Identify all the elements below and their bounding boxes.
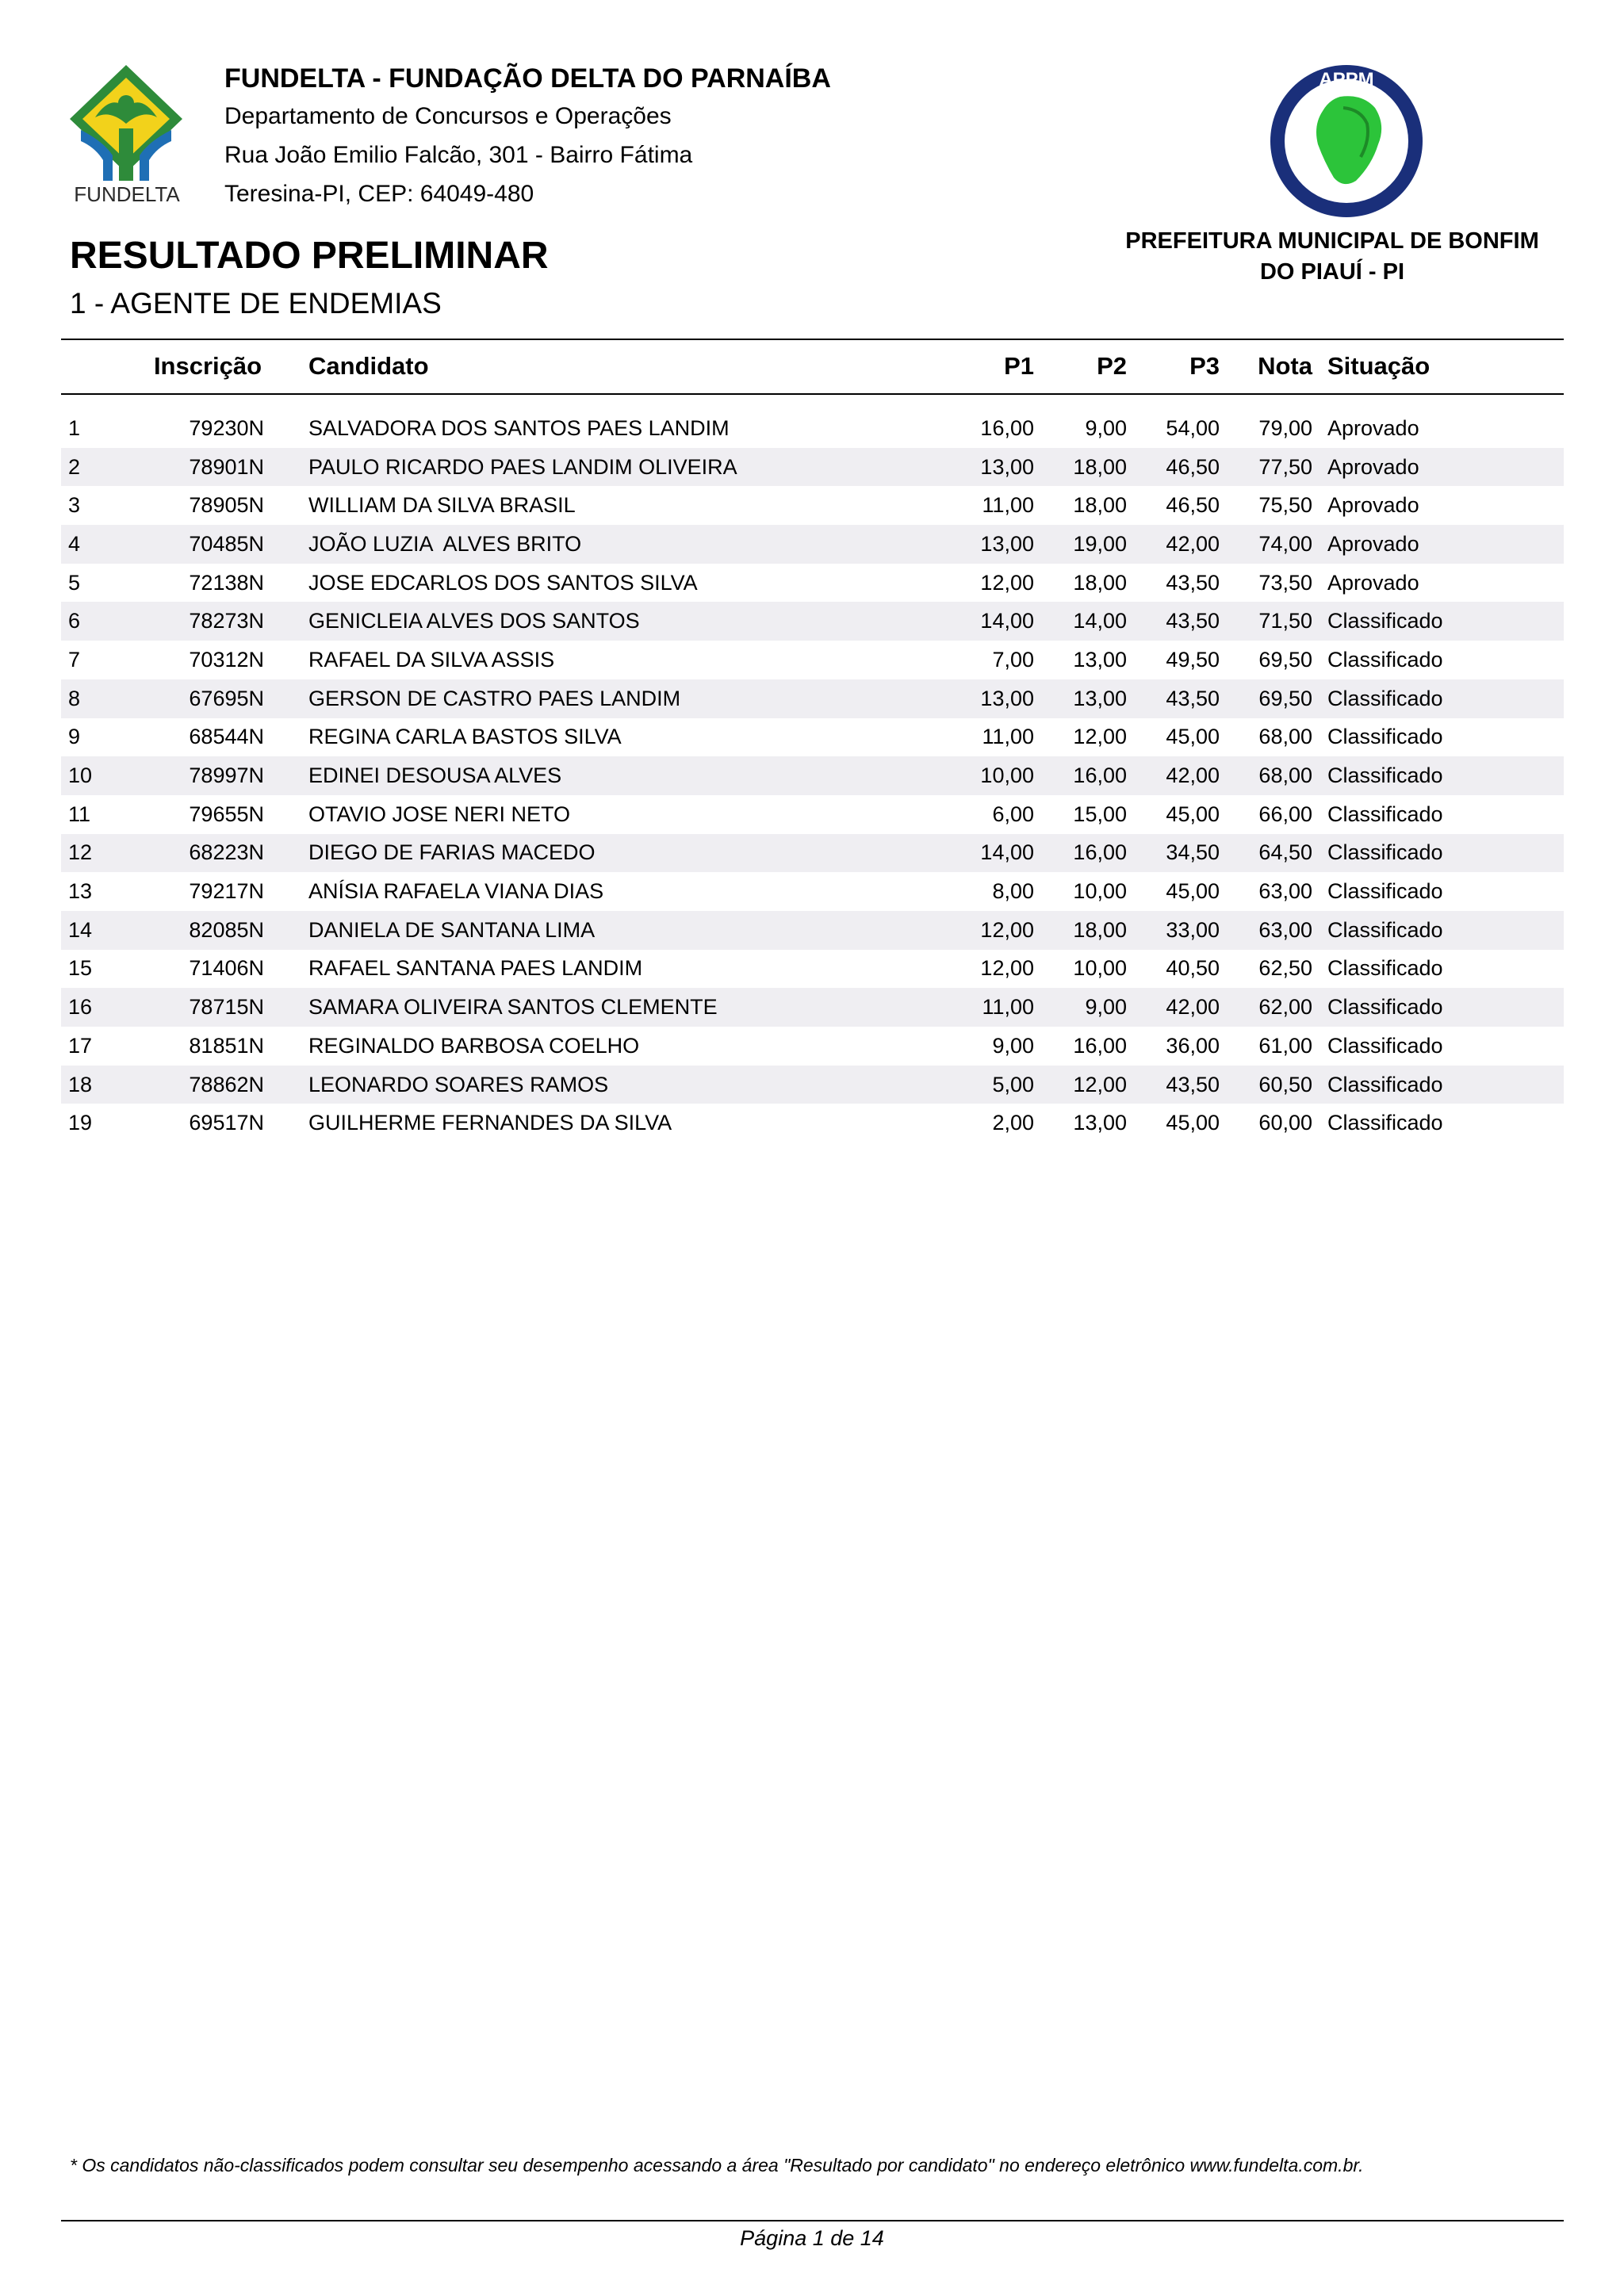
table-row [61,602,1564,641]
org-name: FUNDELTA - FUNDAÇÃO DELTA DO PARNAÍBA [224,63,831,94]
table-row [61,911,1564,950]
cell-nota: 68,00 [1258,725,1312,749]
table-row [61,834,1564,873]
cell-p2: 13,00 [1073,1111,1127,1135]
cell-rank: 4 [68,531,81,556]
table-row [61,564,1564,603]
cell-p3: 46,50 [1166,454,1220,479]
cell-candidato: RAFAEL DA SILVA ASSIS [308,647,555,672]
cell-nota: 75,50 [1258,493,1312,518]
cell-p1: 12,00 [980,956,1034,981]
cell-inscricao: 78905N [189,493,264,518]
cell-candidato: OTAVIO JOSE NERI NETO [308,802,571,826]
col-situacao-header: Situação [1327,352,1431,380]
col-nota-header: Nota [1258,352,1312,380]
table-row [61,950,1564,989]
cell-rank: 16 [68,995,93,1020]
table-row [61,795,1564,834]
cell-rank: 7 [68,647,81,672]
cell-p1: 12,00 [980,917,1034,942]
cell-p1: 6,00 [992,802,1034,826]
logo-caption: FUNDELTA [74,182,180,206]
cell-situacao: Classificado [1327,917,1443,942]
appm-seal [1267,62,1426,220]
cell-p2: 19,00 [1073,531,1127,556]
cell-inscricao: 70485N [189,531,264,556]
cell-p3: 43,50 [1166,609,1220,633]
cell-candidato: REGINA CARLA BASTOS SILVA [308,725,622,749]
cell-p2: 12,00 [1073,725,1127,749]
cell-situacao: Classificado [1327,686,1443,710]
cell-nota: 71,50 [1258,609,1312,633]
cell-situacao: Classificado [1327,647,1443,672]
cell-candidato: DIEGO DE FARIAS MACEDO [308,840,596,865]
cell-p3: 45,00 [1166,802,1220,826]
cell-rank: 10 [68,763,93,788]
cell-inscricao: 78273N [189,609,264,633]
col-p1-header: P1 [1004,352,1034,380]
cell-nota: 62,00 [1258,995,1312,1020]
cell-situacao: Classificado [1327,1033,1443,1058]
table-row [61,448,1564,487]
table-row [61,988,1564,1027]
cell-p3: 43,50 [1166,570,1220,595]
cell-candidato: SALVADORA DOS SANTOS PAES LANDIM [308,415,730,440]
table-row [61,1027,1564,1066]
cell-rank: 18 [68,1072,93,1096]
table-row [61,1066,1564,1104]
cell-p1: 14,00 [980,609,1034,633]
cell-p1: 11,00 [982,493,1034,518]
cell-p2: 18,00 [1073,917,1127,942]
cell-rank: 17 [68,1033,93,1058]
cell-inscricao: 82085N [189,917,264,942]
org-department: Departamento de Concursos e Operações [224,103,672,129]
cell-situacao: Aprovado [1327,531,1419,556]
cell-candidato: EDINEI DESOUSA ALVES [308,763,562,788]
cell-candidato: PAULO RICARDO PAES LANDIM OLIVEIRA [308,454,737,479]
table-row [61,718,1564,757]
cell-p3: 33,00 [1166,917,1220,942]
cell-p2: 16,00 [1073,1033,1127,1058]
cell-p3: 43,50 [1166,686,1220,710]
cell-inscricao: 79230N [189,415,264,440]
cell-p1: 13,00 [980,686,1034,710]
cell-inscricao: 81851N [189,1033,264,1058]
cell-nota: 61,00 [1258,1033,1312,1058]
cell-situacao: Classificado [1327,1111,1443,1135]
cell-nota: 68,00 [1258,763,1312,788]
cell-rank: 11 [68,802,91,826]
cell-p1: 5,00 [992,1072,1034,1096]
cell-rank: 9 [68,725,81,749]
cell-p2: 18,00 [1073,454,1127,479]
cell-nota: 69,50 [1258,647,1312,672]
cell-inscricao: 78715N [189,995,264,1020]
cell-nota: 64,50 [1258,840,1312,865]
cell-p3: 46,50 [1166,493,1220,518]
footer-divider [61,2220,1564,2221]
table-row [61,525,1564,564]
cell-p1: 8,00 [992,879,1034,904]
page-number: Página 1 de 14 [740,2226,884,2250]
table-row [61,486,1564,525]
cell-situacao: Classificado [1327,1072,1443,1096]
cell-candidato: RAFAEL SANTANA PAES LANDIM [308,956,643,981]
cell-p3: 45,00 [1166,1111,1220,1135]
cell-candidato: GENICLEIA ALVES DOS SANTOS [308,609,640,633]
cell-situacao: Classificado [1327,995,1443,1020]
cell-p2: 12,00 [1073,1072,1127,1096]
cell-situacao: Aprovado [1327,493,1419,518]
cell-candidato: JOSE EDCARLOS DOS SANTOS SILVA [308,570,698,595]
cell-p2: 13,00 [1073,647,1127,672]
cell-p3: 45,00 [1166,725,1220,749]
seal-acronym: APPM [1319,69,1374,90]
client-name [1094,226,1570,288]
cell-rank: 5 [68,570,81,595]
cell-situacao: Aprovado [1327,570,1419,595]
cell-p1: 13,00 [980,531,1034,556]
cell-candidato: DANIELA DE SANTANA LIMA [308,917,596,942]
table-spacer [61,392,1564,409]
cell-situacao: Aprovado [1327,454,1419,479]
table-row [61,756,1564,795]
cell-p2: 18,00 [1073,570,1127,595]
client-line-2: DO PIAUÍ - PI [1259,259,1405,285]
cell-p2: 10,00 [1073,956,1127,981]
document-title: RESULTADO PRELIMINAR [70,235,549,277]
cell-inscricao: 70312N [189,647,264,672]
cell-p1: 10,00 [980,763,1034,788]
cell-nota: 66,00 [1258,802,1312,826]
table-row [61,872,1564,911]
header-divider [61,339,1564,340]
cell-situacao: Aprovado [1327,415,1419,440]
cell-p3: 45,00 [1166,879,1220,904]
cell-inscricao: 79217N [189,879,264,904]
cell-p2: 18,00 [1073,493,1127,518]
cell-inscricao: 72138N [189,570,264,595]
cell-p3: 42,00 [1166,763,1220,788]
cell-candidato: JOÃO LUZIA ALVES BRITO [308,531,582,556]
cell-candidato: ANÍSIA RAFAELA VIANA DIAS [308,879,604,904]
cell-nota: 69,50 [1258,686,1312,710]
cell-nota: 62,50 [1258,956,1312,981]
cell-p1: 16,00 [980,415,1034,440]
cell-rank: 1 [68,415,81,440]
cell-p3: 40,50 [1166,956,1220,981]
cell-p3: 42,00 [1166,995,1220,1020]
cell-p2: 16,00 [1073,840,1127,865]
cell-inscricao: 67695N [189,686,264,710]
cell-rank: 13 [68,879,93,904]
cell-situacao: Classificado [1327,763,1443,788]
document-subtitle: 1 - AGENTE DE ENDEMIAS [70,287,442,320]
cell-p1: 12,00 [980,570,1034,595]
footnote: * Os candidatos não-classificados podem consultar seu desempenho acessando a área "Resultado por candidato" no endereço eletrônico www.fundelta.com.br. [70,2155,1364,2175]
cell-p1: 11,00 [982,995,1034,1020]
cell-inscricao: 78901N [189,454,264,479]
cell-candidato: REGINALDO BARBOSA COELHO [308,1033,640,1058]
table-header-row [61,341,1564,392]
cell-p2: 9,00 [1085,415,1127,440]
appm-seal-icon [1267,62,1426,220]
cell-candidato: GUILHERME FERNANDES DA SILVA [308,1111,672,1135]
org-city: Teresina-PI, CEP: 64049-480 [224,181,534,207]
cell-nota: 77,50 [1258,454,1312,479]
table-row [61,641,1564,679]
col-inscricao-header: Inscrição [153,352,262,380]
cell-p3: 42,00 [1166,531,1220,556]
client-line-1: PREFEITURA MUNICIPAL DE BONFIM [1125,228,1539,254]
cell-nota: 74,00 [1258,531,1312,556]
cell-p1: 2,00 [992,1111,1034,1135]
cell-candidato: WILLIAM DA SILVA BRASIL [308,493,576,518]
cell-rank: 8 [68,686,81,710]
cell-rank: 2 [68,454,81,479]
cell-situacao: Classificado [1327,956,1443,981]
cell-candidato: GERSON DE CASTRO PAES LANDIM [308,686,681,710]
cell-inscricao: 69517N [189,1111,264,1135]
cell-p1: 7,00 [992,647,1034,672]
cell-rank: 14 [68,917,93,942]
cell-p3: 43,50 [1166,1072,1220,1096]
cell-situacao: Classificado [1327,879,1443,904]
cell-p1: 11,00 [982,725,1034,749]
cell-situacao: Classificado [1327,725,1443,749]
results-table [61,341,1564,1142]
cell-p3: 49,50 [1166,647,1220,672]
table-row [61,1104,1564,1142]
cell-p2: 15,00 [1073,802,1127,826]
cell-nota: 63,00 [1258,879,1312,904]
col-p2-header: P2 [1097,352,1127,380]
cell-candidato: SAMARA OLIVEIRA SANTOS CLEMENTE [308,995,718,1020]
col-candidato-header: Candidato [308,352,429,380]
cell-inscricao: 78997N [189,763,264,788]
fundelta-logo [63,62,189,209]
cell-p1: 14,00 [980,840,1034,865]
cell-rank: 15 [68,956,93,981]
cell-inscricao: 68544N [189,725,264,749]
cell-situacao: Classificado [1327,802,1443,826]
cell-inscricao: 68223N [189,840,264,865]
col-p3-header: P3 [1189,352,1220,380]
cell-p1: 13,00 [980,454,1034,479]
cell-p2: 9,00 [1085,995,1127,1020]
cell-rank: 19 [68,1111,93,1135]
table-row [61,679,1564,718]
cell-p2: 16,00 [1073,763,1127,788]
cell-p3: 34,50 [1166,840,1220,865]
cell-nota: 79,00 [1258,415,1312,440]
cell-p2: 14,00 [1073,609,1127,633]
cell-p3: 36,00 [1166,1033,1220,1058]
cell-nota: 73,50 [1258,570,1312,595]
cell-nota: 60,00 [1258,1111,1312,1135]
cell-rank: 3 [68,493,81,518]
cell-inscricao: 79655N [189,802,264,826]
table-row [61,409,1564,448]
cell-inscricao: 71406N [189,956,264,981]
cell-p1: 9,00 [992,1033,1034,1058]
cell-inscricao: 78862N [189,1072,264,1096]
cell-candidato: LEONARDO SOARES RAMOS [308,1072,609,1096]
cell-rank: 6 [68,609,81,633]
table-body [61,409,1564,1142]
cell-rank: 12 [68,840,93,865]
cell-p2: 10,00 [1073,879,1127,904]
cell-situacao: Classificado [1327,609,1443,633]
org-street: Rua João Emilio Falcão, 301 - Bairro Fátima [224,142,693,168]
cell-nota: 60,50 [1258,1072,1312,1096]
cell-p3: 54,00 [1166,415,1220,440]
cell-nota: 63,00 [1258,917,1312,942]
cell-p2: 13,00 [1073,686,1127,710]
cell-situacao: Classificado [1327,840,1443,865]
